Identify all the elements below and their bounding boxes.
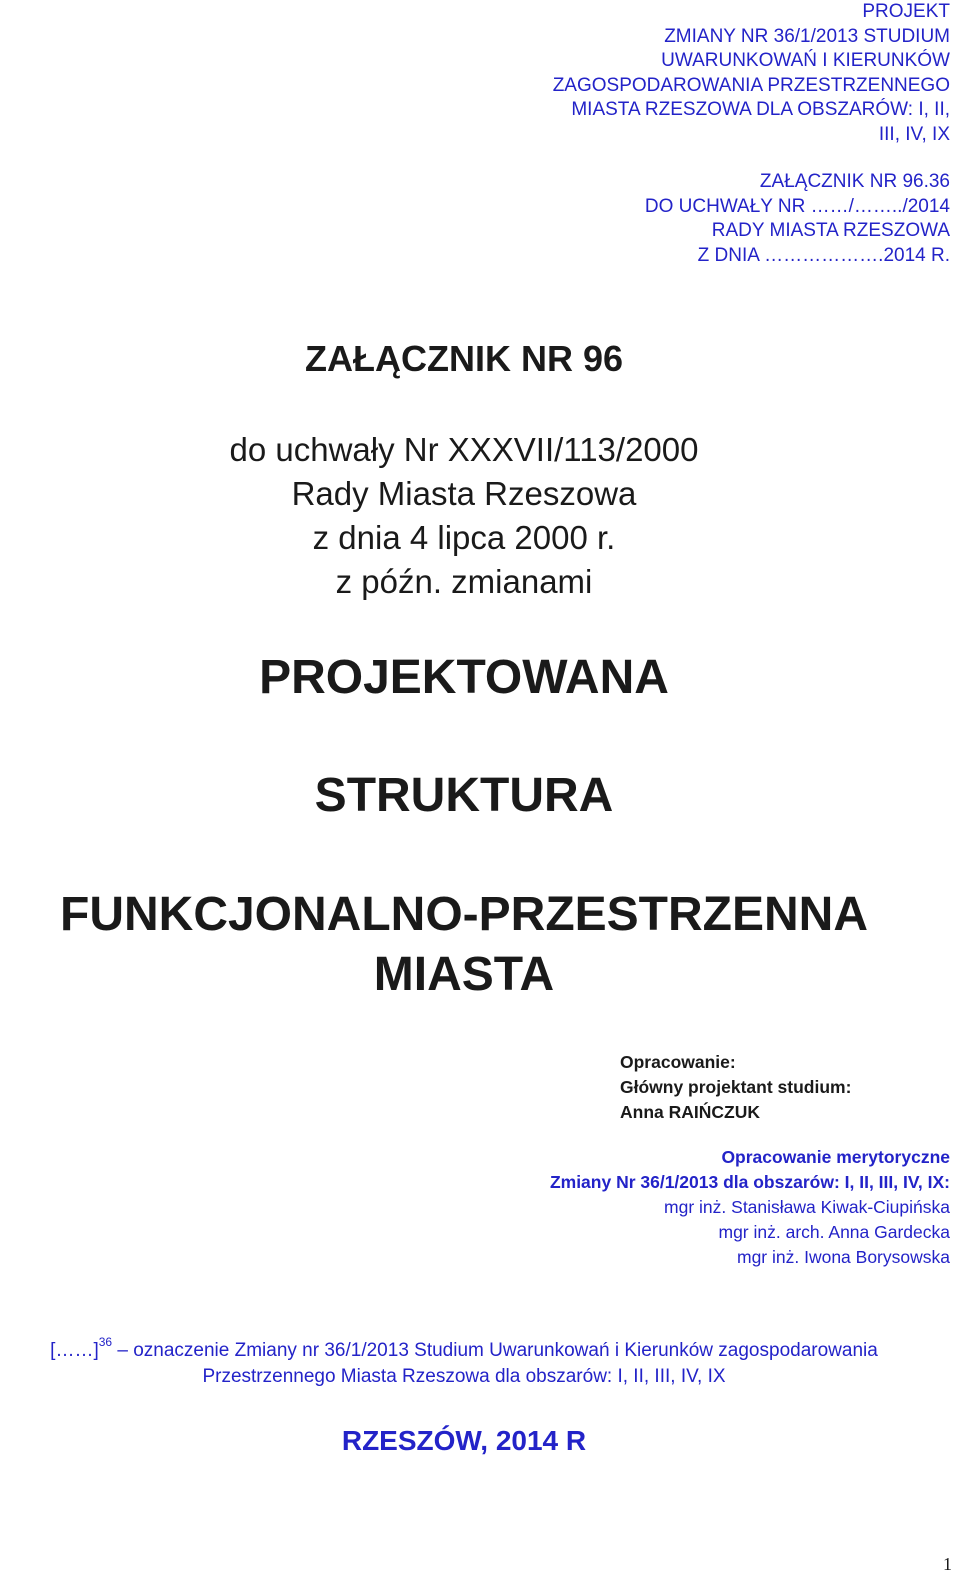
main-title-line-1: PROJEKTOWANA: [259, 651, 669, 704]
footnote-text-1: – oznaczenie Zmiany nr 36/1/2013 Studium Uwarunkowań i Kierunków zagospodarowania: [112, 1340, 878, 1361]
author-line: mgr inż. arch. Anna Gardecka: [718, 1222, 950, 1242]
project-header-line: UWARUNKOWAŃ I KIERUNKÓW: [661, 50, 950, 71]
chief-designer-name: Anna RAIŃCZUK: [620, 1102, 760, 1122]
main-title-line-3-text: FUNKCJONALNO-PRZESTRZENNA: [60, 888, 868, 941]
project-header: [390, 0, 950, 268]
project-header-line: ZAGOSPODAROWANIA PRZESTRZENNEGO: [552, 74, 950, 96]
resolution-line: z dnia 4 lipca 2000 r.: [312, 519, 616, 556]
footnote: [0, 1335, 928, 1390]
page-number: 1: [943, 1554, 952, 1574]
resolution-line: z późn. zmianami: [335, 563, 593, 600]
project-header-line: ZMIANY NR 36/1/2013 STUDIUM: [664, 25, 950, 47]
footnote-superscript: 36: [98, 1335, 113, 1349]
council-line: RADY MIASTA RZESZOWA: [711, 220, 950, 241]
project-header-line: III, IV, IX: [878, 123, 950, 145]
project-header-line: MIASTA RZESZOWA DLA OBSZARÓW: I, II,: [571, 99, 950, 120]
project-header-line: PROJEKT: [862, 1, 950, 22]
substantive-subtitle: Zmiany Nr 36/1/2013 dla obszarów: I, II, III, IV, IX:: [549, 1172, 950, 1192]
author-line: mgr inż. Iwona Borysowska: [737, 1247, 950, 1267]
substantive-label: Opracowanie merytoryczne: [721, 1147, 950, 1167]
footnote-text-2: Przestrzennego Miasta Rzeszowa dla obszarów: I, II, III, IV, IX: [202, 1366, 726, 1387]
main-title-line-2: STRUKTURA: [314, 769, 614, 822]
annex-number-line: ZAŁĄCZNIK NR 96.36: [759, 171, 950, 192]
substantive-block: [390, 1145, 950, 1270]
footnote-marker: [……]: [50, 1340, 99, 1361]
resolution-line: Rady Miasta Rzeszowa: [291, 475, 637, 512]
resolution-block: [0, 428, 928, 604]
preparation-label: Opracowanie:: [620, 1052, 736, 1072]
annex-title: ZAŁĄCZNIK NR 96: [304, 338, 623, 379]
main-title-line-4-text: MIASTA: [373, 948, 555, 1001]
author-line: mgr inż. Stanisława Kiwak-Ciupińska: [664, 1197, 950, 1217]
date-line: Z DNIA ……………….2014 R.: [697, 244, 950, 266]
main-title-line-3: [0, 885, 928, 1005]
chief-designer-label: Główny projektant studium:: [620, 1077, 852, 1097]
resolution-line: do uchwały Nr XXXVII/113/2000: [229, 431, 699, 468]
city-year: RZESZÓW, 2014 R: [341, 1425, 587, 1456]
preparation-block: [620, 1050, 851, 1125]
resolution-ref-line: DO UCHWAŁY NR ……/……../2014: [644, 195, 950, 217]
